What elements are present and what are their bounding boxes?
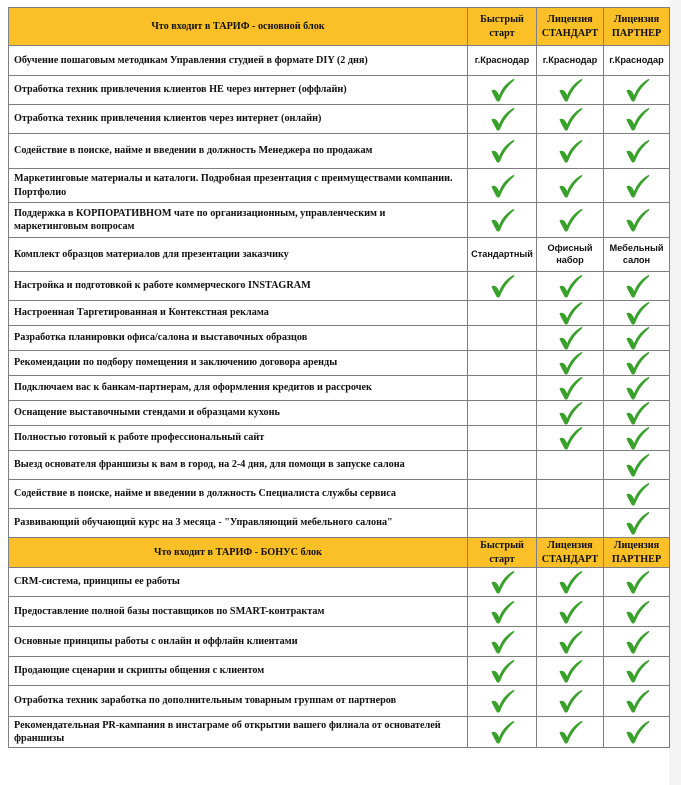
- cell-fast-start: [468, 301, 537, 326]
- checkmark-icon: [624, 570, 650, 594]
- cell-partner: [604, 203, 670, 238]
- cell-fast-start: [468, 76, 537, 105]
- cell-partner: [604, 272, 670, 301]
- checkmark-icon: [557, 376, 583, 400]
- feature-label: Содействие в поиске, найме и введении в должность Специалиста службы сервиса: [9, 480, 468, 509]
- cell-partner: [604, 686, 670, 717]
- checkmark-icon: [624, 107, 650, 131]
- checkmark-icon: [624, 174, 650, 198]
- cell-fast-start: [468, 46, 537, 76]
- feature-label: Отработка техник заработка по дополнительным товарным группам от партнеров: [9, 686, 468, 717]
- cell-note: г.Краснодар: [474, 54, 530, 65]
- feature-label: Маркетинговые материалы и каталоги. Подробная презентация с преимуществами компании. Портфолио: [9, 169, 468, 203]
- cell-standard: [537, 657, 604, 686]
- cell-fast-start: [468, 401, 537, 426]
- checkmark-icon: [489, 78, 515, 102]
- checkmark-icon: [557, 274, 583, 298]
- cell-standard: [537, 326, 604, 351]
- cell-standard: [537, 401, 604, 426]
- checkmark-icon: [557, 107, 583, 131]
- bonus-header-standard: Лицензия СТАНДАРТ: [537, 538, 604, 568]
- checkmark-icon: [624, 326, 650, 350]
- cell-standard: [537, 568, 604, 597]
- main-row: [9, 451, 670, 480]
- cell-standard: [537, 134, 604, 169]
- main-header-row: [9, 8, 670, 46]
- checkmark-icon: [557, 600, 583, 624]
- checkmark-icon: [489, 600, 515, 624]
- feature-label: Оснащение выставочными стендами и образцами кухонь: [9, 401, 468, 426]
- cell-fast-start: [468, 351, 537, 376]
- cell-fast-start: [468, 134, 537, 169]
- bonus-row: [9, 568, 670, 597]
- checkmark-icon: [557, 301, 583, 325]
- cell-partner: [604, 627, 670, 657]
- checkmark-icon: [557, 351, 583, 375]
- main-row: [9, 480, 670, 509]
- cell-partner: [604, 597, 670, 627]
- cell-fast-start: [468, 657, 537, 686]
- checkmark-icon: [624, 600, 650, 624]
- cell-standard: [537, 238, 604, 272]
- cell-standard: [537, 105, 604, 134]
- checkmark-icon: [624, 720, 650, 744]
- cell-fast-start: [468, 426, 537, 451]
- checkmark-icon: [624, 274, 650, 298]
- checkmark-icon: [624, 511, 650, 535]
- feature-label: Разработка планировки офиса/салона и выставочных образцов: [9, 326, 468, 351]
- cell-standard: [537, 509, 604, 538]
- checkmark-icon: [624, 659, 650, 683]
- checkmark-icon: [624, 139, 650, 163]
- checkmark-icon: [489, 720, 515, 744]
- cell-partner: [604, 509, 670, 538]
- cell-standard: [537, 597, 604, 627]
- cell-standard: [537, 351, 604, 376]
- cell-note: г.Краснодар: [609, 54, 664, 65]
- cell-standard: [537, 46, 604, 76]
- checkmark-icon: [557, 630, 583, 654]
- checkmark-icon: [557, 208, 583, 232]
- cell-standard: [537, 686, 604, 717]
- cell-partner: [604, 451, 670, 480]
- checkmark-icon: [624, 426, 650, 450]
- cell-fast-start: [468, 509, 537, 538]
- main-row: [9, 401, 670, 426]
- main-row: [9, 351, 670, 376]
- main-row: [9, 169, 670, 203]
- main-header-title: Что входит в ТАРИФ - основной блок: [9, 8, 468, 46]
- cell-partner: [604, 169, 670, 203]
- cell-note: Стандартный: [471, 248, 533, 259]
- checkmark-icon: [489, 630, 515, 654]
- cell-standard: [537, 717, 604, 748]
- main-row: [9, 326, 670, 351]
- cell-note: Офисный набор: [547, 243, 593, 265]
- cell-partner: [604, 401, 670, 426]
- bonus-row: [9, 717, 670, 748]
- checkmark-icon: [557, 139, 583, 163]
- cell-standard: [537, 203, 604, 238]
- main-row: [9, 134, 670, 169]
- cell-fast-start: [468, 717, 537, 748]
- main-row: [9, 272, 670, 301]
- checkmark-icon: [489, 208, 515, 232]
- feature-label: Развивающий обучающий курс на 3 месяца - "Управляющий мебельного салона": [9, 509, 468, 538]
- cell-partner: [604, 376, 670, 401]
- cell-fast-start: [468, 169, 537, 203]
- cell-standard: [537, 376, 604, 401]
- bonus-row: [9, 686, 670, 717]
- main-row: [9, 301, 670, 326]
- cell-partner: [604, 238, 670, 272]
- feature-label: Настройка и подготовкой к работе коммерческого INSTAGRAM: [9, 272, 468, 301]
- feature-label: Отработка техник привлечения клиентов через интернет (онлайн): [9, 105, 468, 134]
- window-edge: [669, 0, 681, 785]
- checkmark-icon: [489, 174, 515, 198]
- checkmark-icon: [624, 376, 650, 400]
- cell-partner: [604, 351, 670, 376]
- checkmark-icon: [489, 139, 515, 163]
- main-row: [9, 76, 670, 105]
- checkmark-icon: [557, 326, 583, 350]
- cell-partner: [604, 326, 670, 351]
- checkmark-icon: [489, 570, 515, 594]
- feature-label: Подключаем вас к банкам-партнерам, для оформления кредитов и рассрочек: [9, 376, 468, 401]
- main-row: [9, 46, 670, 76]
- feature-label: Основные принципы работы с онлайн и оффлайн клиентами: [9, 627, 468, 657]
- cell-standard: [537, 76, 604, 105]
- checkmark-icon: [557, 570, 583, 594]
- cell-standard: [537, 480, 604, 509]
- feature-label: Поддержка в КОРПОРАТИВНОМ чате по организационным, управленческим и маркетинговым вопросам: [9, 203, 468, 238]
- cell-fast-start: [468, 627, 537, 657]
- feature-label: Продающие сценарии и скрипты общения с клиентом: [9, 657, 468, 686]
- checkmark-icon: [489, 659, 515, 683]
- feature-label: Предоставление полной базы поставщиков по SMART-контрактам: [9, 597, 468, 627]
- checkmark-icon: [557, 426, 583, 450]
- bonus-header-partner: Лицензия ПАРТНЕР: [604, 538, 670, 568]
- cell-partner: [604, 480, 670, 509]
- checkmark-icon: [489, 107, 515, 131]
- bonus-header-title: Что входит в ТАРИФ - БОНУС блок: [9, 538, 468, 568]
- cell-partner: [604, 301, 670, 326]
- checkmark-icon: [624, 208, 650, 232]
- feature-label: Обучение пошаговым методикам Управления студией в формате DIY (2 дня): [9, 46, 468, 76]
- checkmark-icon: [624, 351, 650, 375]
- feature-label: Отработка техник привлечения клиентов НЕ через интернет (оффлайн): [9, 76, 468, 105]
- checkmark-icon: [557, 401, 583, 425]
- main-header-partner: Лицензия ПАРТНЕР: [604, 8, 670, 46]
- bonus-row: [9, 627, 670, 657]
- cell-fast-start: [468, 597, 537, 627]
- bonus-header-row: [9, 538, 670, 568]
- cell-fast-start: [468, 203, 537, 238]
- checkmark-icon: [557, 689, 583, 713]
- main-row: [9, 426, 670, 451]
- feature-label: Рекомендательная PR-кампания в инстаграме об открытии вашего филиала от основателей франшизы: [9, 717, 468, 748]
- checkmark-icon: [557, 78, 583, 102]
- checkmark-icon: [557, 174, 583, 198]
- cell-standard: [537, 451, 604, 480]
- feature-label: Комплект образцов материалов для презентации заказчику: [9, 238, 468, 272]
- checkmark-icon: [624, 482, 650, 506]
- main-row: [9, 509, 670, 538]
- feature-label: Рекомендации по подбору помещения и заключению договора аренды: [9, 351, 468, 376]
- checkmark-icon: [557, 659, 583, 683]
- feature-label: Настроенная Таргетированная и Контекстная реклама: [9, 301, 468, 326]
- checkmark-icon: [624, 453, 650, 477]
- cell-fast-start: [468, 376, 537, 401]
- cell-partner: [604, 657, 670, 686]
- cell-partner: [604, 76, 670, 105]
- checkmark-icon: [624, 630, 650, 654]
- cell-fast-start: [468, 326, 537, 351]
- checkmark-icon: [489, 689, 515, 713]
- cell-partner: [604, 134, 670, 169]
- cell-fast-start: [468, 272, 537, 301]
- cell-partner: [604, 426, 670, 451]
- cell-fast-start: [468, 686, 537, 717]
- tariff-sheet: [8, 7, 669, 778]
- bonus-row: [9, 597, 670, 627]
- cell-partner: [604, 105, 670, 134]
- cell-note: Мебельный салон: [609, 243, 664, 265]
- cell-standard: [537, 627, 604, 657]
- cell-note: г.Краснодар: [542, 54, 598, 65]
- checkmark-icon: [624, 301, 650, 325]
- cell-partner: [604, 568, 670, 597]
- main-header-standard: Лицензия СТАНДАРТ: [537, 8, 604, 46]
- main-row: [9, 105, 670, 134]
- checkmark-icon: [489, 274, 515, 298]
- checkmark-icon: [624, 689, 650, 713]
- main-row: [9, 376, 670, 401]
- cell-standard: [537, 301, 604, 326]
- cell-standard: [537, 272, 604, 301]
- tariff-table: [8, 7, 670, 748]
- main-row: [9, 203, 670, 238]
- cell-standard: [537, 169, 604, 203]
- cell-partner: [604, 717, 670, 748]
- cell-fast-start: [468, 238, 537, 272]
- cell-partner: [604, 46, 670, 76]
- feature-label: Полностью готовый к работе профессиональный сайт: [9, 426, 468, 451]
- feature-label: CRM-система, принципы ее работы: [9, 568, 468, 597]
- cell-standard: [537, 426, 604, 451]
- feature-label: Выезд основателя франшизы к вам в город, на 2-4 дня, для помощи в запуске салона: [9, 451, 468, 480]
- cell-fast-start: [468, 451, 537, 480]
- main-row: [9, 238, 670, 272]
- bonus-header-fast-start: Быстрый старт: [468, 538, 537, 568]
- cell-fast-start: [468, 568, 537, 597]
- main-header-fast-start: Быстрый старт: [468, 8, 537, 46]
- bonus-row: [9, 657, 670, 686]
- checkmark-icon: [624, 78, 650, 102]
- checkmark-icon: [624, 401, 650, 425]
- checkmark-icon: [557, 720, 583, 744]
- feature-label: Содействие в поиске, найме и введении в должность Менеджера по продажам: [9, 134, 468, 169]
- cell-fast-start: [468, 105, 537, 134]
- cell-fast-start: [468, 480, 537, 509]
